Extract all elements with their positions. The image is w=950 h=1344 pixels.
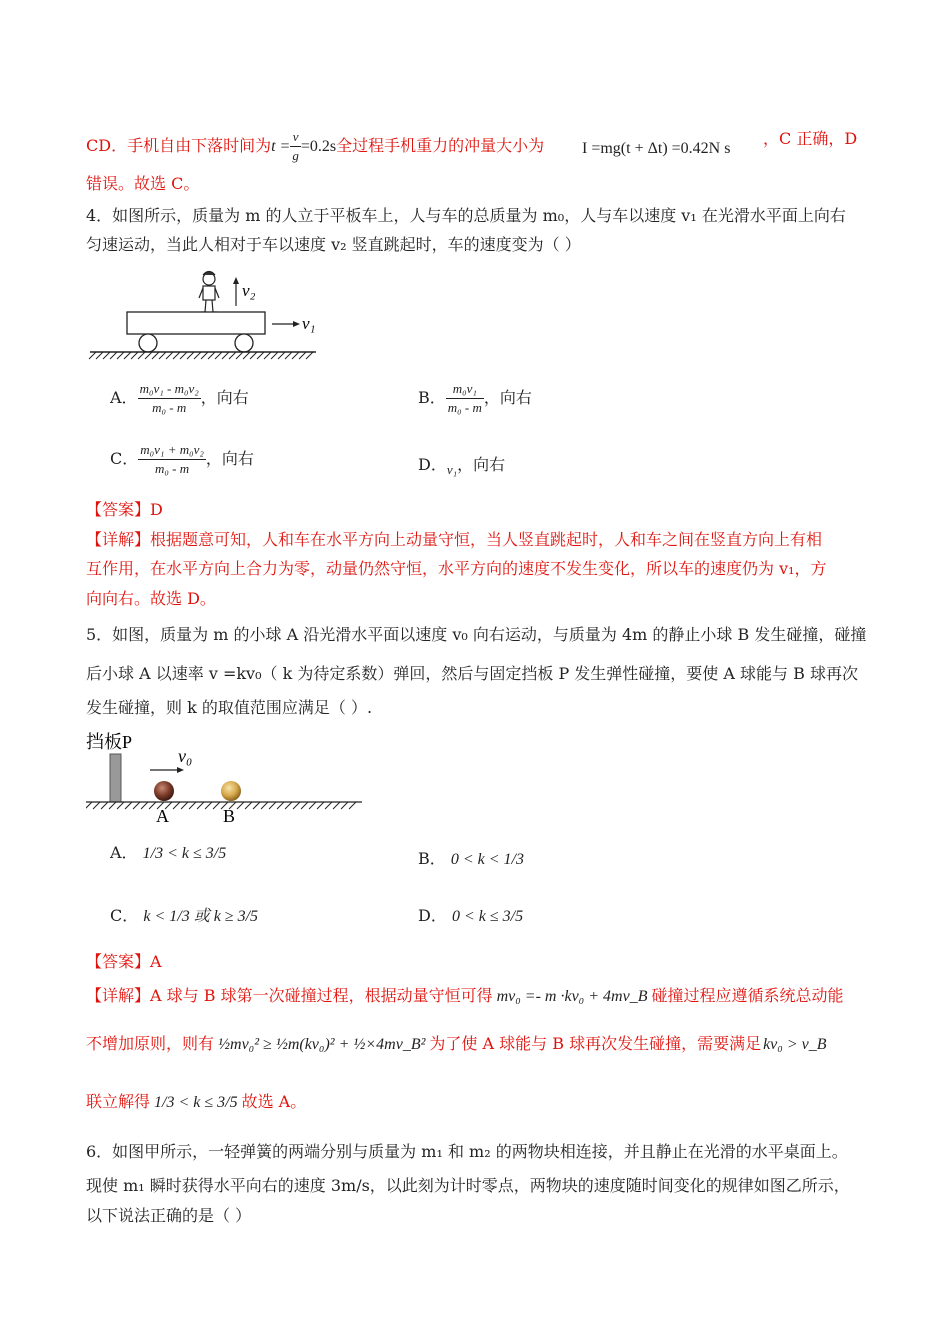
q5-option-d-expr: 0 < k ≤ 3/5: [451, 908, 524, 925]
q4-stem-line2: 匀速运动，当此人相对于车以速度 v₂ 竖直跳起时，车的速度变为（ ）: [86, 235, 581, 254]
board-p-label: 挡板P: [86, 732, 133, 752]
hatch-mark: [138, 352, 145, 359]
v2-label: v₂: [242, 281, 256, 300]
q3-impulse: I =mg(t + Δt) =0.42N s: [582, 140, 731, 157]
option-c-label: C．: [110, 449, 139, 468]
q5-energy-inequality: ½mv₀² ≥ ½m(kv₀)² + ½×4mv_B²: [218, 1036, 426, 1053]
q5-figure-balls: [86, 728, 366, 826]
hatch-mark: [245, 802, 252, 809]
option-b-den: m₀ - m: [447, 400, 482, 415]
hatch-mark: [201, 352, 208, 359]
hatch-mark: [103, 352, 110, 359]
q3-line1: [86, 128, 544, 165]
hatch-mark: [285, 352, 292, 359]
q5-result: 1/3 < k ≤ 3/5: [154, 1094, 238, 1111]
q3-t-den: g: [292, 148, 299, 163]
hatch-mark: [292, 352, 299, 359]
floor-hatching: [86, 802, 356, 809]
option-a-label: A．: [110, 388, 138, 407]
v0-label: v₀: [178, 746, 193, 766]
hatch-mark: [166, 352, 173, 359]
q5-option-a-label: A．: [110, 843, 138, 862]
q5-momentum-equation: mv₀ =- m ·kv₀ + 4mv_B: [496, 988, 648, 1005]
option-c-den: m₀ - m: [155, 461, 190, 476]
option-a-tail: ，向右: [200, 388, 249, 407]
hatch-mark: [125, 802, 132, 809]
hatch-mark: [173, 802, 180, 809]
hatch-mark: [180, 352, 187, 359]
hatch-mark: [86, 802, 92, 809]
q5-stem-line3: 发生碰撞，则 k 的取值范围应满足（ ）.: [86, 698, 373, 717]
hatch-mark: [306, 352, 313, 359]
option-a-fraction: [138, 380, 201, 417]
q4-option-b[interactable]: [418, 380, 532, 417]
hatch-mark: [222, 352, 229, 359]
hatch-mark: [109, 802, 116, 809]
q3-text-a: CD．手机自由下落时间为: [86, 136, 272, 155]
cart-wheel-right: [235, 334, 253, 352]
q5-detail-line2: [86, 1033, 827, 1056]
q5-option-b-expr: 0 < k < 1/3: [450, 851, 524, 868]
hatch-mark: [271, 352, 278, 359]
ball-b: [221, 781, 241, 801]
option-a-den: m₀ - m: [152, 400, 187, 415]
option-c-num: m₀v₁ + m₀v₂: [138, 441, 206, 460]
q5-option-c-label: C．: [110, 906, 139, 925]
q3-t-fraction: [290, 128, 301, 165]
hatch-mark: [250, 352, 257, 359]
hatch-mark: [205, 802, 212, 809]
option-b-fraction: [446, 380, 484, 417]
q4-option-c[interactable]: [110, 441, 254, 478]
hatch-mark: [208, 352, 215, 359]
hatch-mark: [229, 352, 236, 359]
q4-option-a[interactable]: [110, 380, 249, 417]
cart-wheel-left: [139, 334, 157, 352]
hatch-mark: [309, 802, 316, 809]
hatch-mark: [285, 802, 292, 809]
hatch-mark: [301, 802, 308, 809]
hatch-mark: [194, 352, 201, 359]
ball-a-label: A: [156, 806, 169, 826]
hatch-mark: [253, 802, 260, 809]
q3-text-c: ，C 正确，D: [763, 129, 858, 148]
q3-t-num: v: [290, 128, 301, 147]
hatch-mark: [236, 352, 243, 359]
q6-stem-line2: 现使 m₁ 瞬时获得水平向右的速度 3m/s，以此刻为计时零点，两物块的速度随时间变化的规律如图乙所示，: [86, 1176, 850, 1195]
q6-stem-line1: 6．如图甲所示，一轻弹簧的两端分别与质量为 m₁ 和 m₂ 的两物块相连接，并且静止在光滑的水平桌面上。: [86, 1142, 848, 1161]
v1-label: v₁: [302, 314, 316, 333]
hatch-mark: [269, 802, 276, 809]
ball-a: [154, 781, 174, 801]
q5-option-b-label: B．: [418, 849, 446, 868]
hatch-mark: [261, 802, 268, 809]
q5-detail3-a: 联立解得: [86, 1092, 151, 1111]
option-c-fraction: [138, 441, 206, 478]
hatch-mark: [215, 352, 222, 359]
hatch-mark: [317, 802, 324, 809]
hatch-mark: [341, 802, 348, 809]
hatch-mark: [257, 352, 264, 359]
q5-stem-line1: 5．如图，质量为 m 的小球 A 沿光滑水平面以速度 v₀ 向右运动，与质量为 4m 的静止小球 B 发生碰撞，碰撞: [86, 625, 867, 644]
hatch-mark: [243, 352, 250, 359]
hatch-mark: [293, 802, 300, 809]
hatch-mark: [264, 352, 271, 359]
cart-body: [127, 312, 265, 334]
q5-option-c-expr: k < 1/3 或 k ≥ 3/5: [143, 908, 259, 925]
hatch-mark: [213, 802, 220, 809]
q5-option-d[interactable]: [418, 903, 523, 926]
hatch-mark: [277, 802, 284, 809]
option-d-label: D．: [418, 455, 447, 474]
option-c-tail: ，向右: [205, 449, 254, 468]
ball-b-label: B: [223, 806, 236, 826]
hatch-mark: [117, 802, 124, 809]
hatch-mark: [145, 352, 152, 359]
q5-option-b[interactable]: [418, 846, 524, 869]
option-a-num: m₀v₁ - m₀v₂: [138, 380, 201, 399]
q4-detail-line1: 【详解】根据题意可知，人和车在水平方向上动量守恒，当人竖直跳起时，人和车之间在竖直方向上有相: [86, 530, 823, 549]
hatch-mark: [237, 802, 244, 809]
q5-stem-line2: 后小球 A 以速率 v =kv₀（ k 为待定系数）弹回，然后与固定挡板 P 发生弹性碰撞，要使 A 球能与 B 球再次: [86, 664, 858, 683]
q3-text-b: 全过程手机重力的冲量大小为: [336, 136, 545, 155]
hatch-mark: [333, 802, 340, 809]
q3-t-lhs: t =: [271, 138, 291, 155]
option-d-tail: ，向右: [457, 455, 506, 474]
option-b-num: m₀v₁: [446, 380, 484, 399]
hatch-mark: [197, 802, 204, 809]
q5-answer: 【答案】A: [86, 952, 162, 971]
q5-option-a-expr: 1/3 < k ≤ 3/5: [142, 845, 227, 862]
q5-option-c[interactable]: [110, 903, 258, 926]
hatch-mark: [187, 352, 194, 359]
hatch-mark: [325, 802, 332, 809]
hatch-mark: [189, 802, 196, 809]
option-b-tail: ，向右: [483, 388, 532, 407]
hatch-mark: [299, 352, 306, 359]
hatch-mark: [96, 352, 103, 359]
q5-detail1-b: 碰撞过程应遵循系统总动能: [651, 986, 844, 1005]
q4-answer: 【答案】D: [86, 500, 163, 519]
q4-detail-line3: 向向右。故选 D。: [86, 589, 216, 608]
q5-detail2-a: 不增加原则，则有: [86, 1034, 215, 1053]
q5-detail3-b: 故选 A。: [241, 1092, 307, 1111]
q5-detail-line1: [86, 985, 843, 1008]
option-b-label: B．: [418, 388, 446, 407]
hatch-mark: [141, 802, 148, 809]
q5-detail1-a: 【详解】A 球与 B 球第一次碰撞过程，根据动量守恒可得: [86, 986, 493, 1005]
hatch-mark: [149, 802, 156, 809]
option-d-value: v₁: [446, 462, 458, 478]
q5-option-a[interactable]: [110, 840, 226, 863]
hatch-mark: [124, 352, 131, 359]
hatch-mark: [133, 802, 140, 809]
ground-hatching: [89, 352, 313, 359]
hatch-mark: [110, 352, 117, 359]
hatch-mark: [131, 352, 138, 359]
hatch-mark: [89, 352, 96, 359]
q3-line2: 错误。故选 C。: [86, 174, 200, 193]
hatch-mark: [278, 352, 285, 359]
q4-stem-line1: 4．如图所示，质量为 m 的人立于平板车上，人与车的总质量为 m₀，人与车以速度 v₁ 在光滑水平面上向右: [86, 206, 846, 225]
hatch-mark: [152, 352, 159, 359]
q5-detail-line3: [86, 1091, 306, 1114]
board-p: [110, 754, 121, 802]
q4-figure-cart: [86, 262, 326, 366]
q4-option-d[interactable]: [418, 452, 505, 478]
q5-detail2-b: 为了使 A 球能与 B 球再次发生碰撞，需要满足: [429, 1034, 762, 1053]
q6-stem-line3: 以下说法正确的是（ ）: [86, 1206, 252, 1225]
hatch-mark: [93, 802, 100, 809]
person-figure: [199, 272, 219, 313]
q5-condition: kv₀ > v_B: [763, 1036, 827, 1053]
hatch-mark: [173, 352, 180, 359]
hatch-mark: [349, 802, 356, 809]
q4-detail-line2: 互作用，在水平方向上合力为零，动量仍然守恒，水平方向的速度不发生变化，所以车的速度仍为 v₁，方: [86, 559, 827, 578]
hatch-mark: [181, 802, 188, 809]
q5-option-d-label: D．: [418, 906, 447, 925]
q3-t-rhs: =0.2s: [300, 138, 337, 155]
hatch-mark: [101, 802, 108, 809]
hatch-mark: [159, 352, 166, 359]
hatch-mark: [117, 352, 124, 359]
